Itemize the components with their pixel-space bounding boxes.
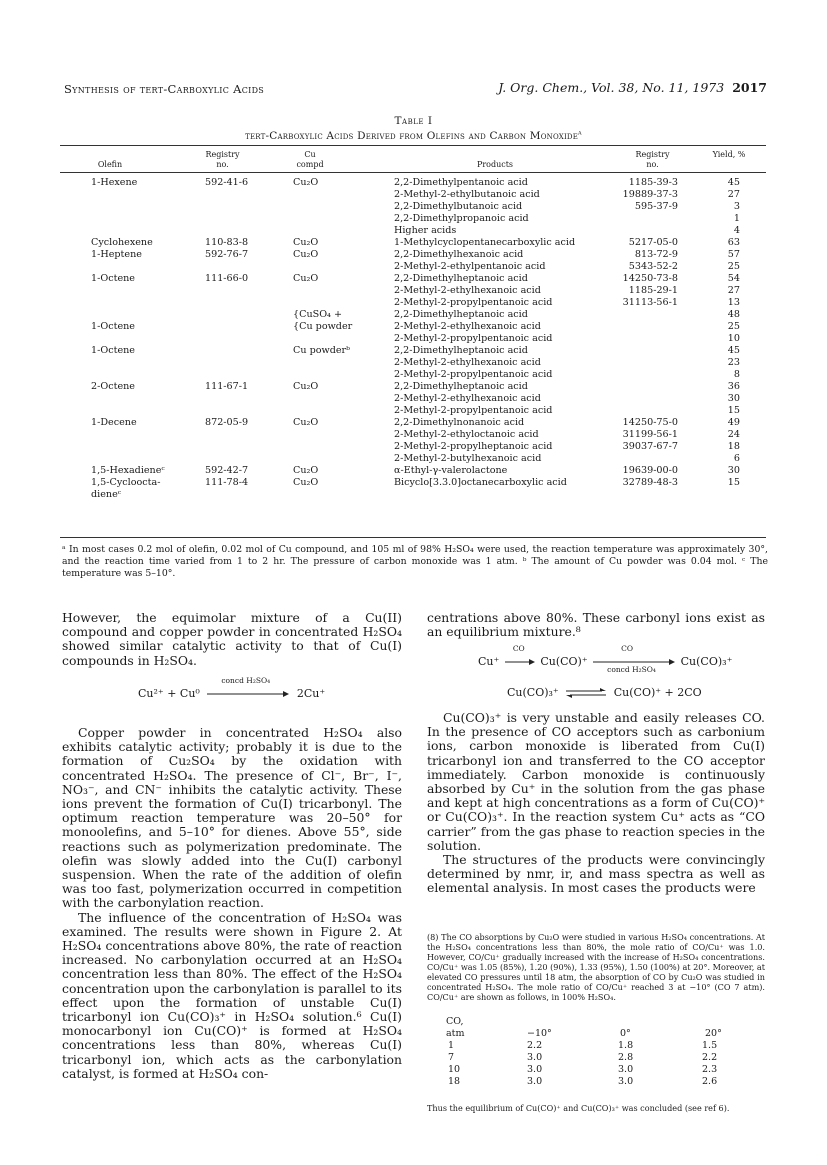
- eq2-monocarbonyl: Cu(CO)⁺: [540, 655, 588, 668]
- paragraph: The structures of the products were convincingly determined by nmr, ir, and mass spectra as well as elemental analysis. In most cases the products were: [427, 852, 765, 896]
- cell-product: 2-Methyl-2-propylpentanoic acid: [394, 369, 553, 380]
- page-number: 2017: [732, 80, 767, 95]
- note-table-ratio: 1.5: [702, 1040, 718, 1051]
- table-row: [0, 405, 827, 417]
- arrow-icon: [505, 658, 535, 666]
- cell-yield: 10: [727, 333, 740, 344]
- note-table-temp: 0°: [620, 1028, 631, 1039]
- running-title: Synthesis of tert-Carboxylic Acids: [64, 82, 265, 96]
- journal-citation: [498, 80, 767, 95]
- cell-product: 2-Methyl-2-propylheptanoic acid: [394, 441, 553, 452]
- paragraph: However, the equimolar mixture of a Cu(II) compound and copper powder in concentrated H₂SO₄ showed similar catalytic activity to that of Cu(I) compounds in H₂SO₄.: [62, 610, 402, 668]
- note-table-ratio: 3.0: [527, 1076, 543, 1087]
- table-top-rule: [60, 145, 766, 146]
- table-row: [0, 417, 827, 429]
- cell-registry-2: 1185-39-3: [628, 177, 678, 188]
- eq2-co-1: CO: [512, 644, 525, 653]
- table-header-rule: [60, 172, 766, 173]
- col-header-olefin: Olefin: [97, 160, 123, 169]
- note-table-pressure: 18: [448, 1076, 461, 1087]
- cell-product: 2-Methyl-2-ethylhexanoic acid: [394, 357, 541, 368]
- col-header-yield: Yield, %: [712, 150, 746, 159]
- cell-yield: 45: [727, 345, 740, 356]
- table-title-text: tert-Carboxylic Acids Derived from Olefins and Carbon Monoxide: [245, 130, 579, 142]
- table-row: [0, 369, 827, 381]
- table-row: [0, 381, 827, 393]
- cell-registry-2: 31113-56-1: [622, 297, 678, 308]
- eq1-right: 2Cu⁺: [296, 687, 326, 700]
- cell-yield: 30: [727, 465, 740, 476]
- cell-product: 2,2-Dimethylpentanoic acid: [394, 177, 528, 188]
- table-row: [0, 441, 827, 453]
- table-row: [0, 345, 827, 357]
- cell-cu-compd: {CuSO₄ +: [293, 309, 342, 320]
- table-row: [0, 177, 827, 189]
- table-row: [0, 273, 827, 285]
- cell-registry-2: 32789-48-3: [622, 477, 678, 488]
- eq1-arrow: [207, 676, 289, 700]
- cell-olefin: dieneᶜ: [91, 489, 122, 500]
- cell-yield: 63: [727, 237, 740, 248]
- cell-product: 2-Methyl-2-ethylbutanoic acid: [394, 189, 540, 200]
- equation-3: [507, 686, 702, 699]
- cell-registry: 592-76-7: [205, 249, 249, 260]
- note-table-ratio: 2.8: [618, 1052, 634, 1063]
- note-table-ratio: 2.6: [702, 1076, 718, 1087]
- cell-yield: 6: [733, 453, 740, 464]
- cell-product: 2-Methyl-2-ethyloctanoic acid: [394, 429, 539, 440]
- table-row: [0, 465, 827, 477]
- cell-yield: 13: [727, 297, 740, 308]
- cell-registry-2: 813-72-9: [634, 249, 678, 260]
- cell-registry: 111-66-0: [205, 273, 249, 284]
- equation-2: [478, 644, 733, 674]
- table-row: [0, 189, 827, 201]
- cell-product: α-Ethyl-γ-valerolactone: [394, 465, 508, 476]
- table-row: [0, 213, 827, 225]
- note-table-ratio: 2.2: [702, 1052, 718, 1063]
- cell-cu-compd: Cu₂O: [293, 177, 319, 188]
- cell-product: 2,2-Dimethylheptanoic acid: [394, 381, 528, 392]
- cell-product: 2,2-Dimethylheptanoic acid: [394, 345, 528, 356]
- cell-product: 2,2-Dimethylbutanoic acid: [394, 201, 523, 212]
- table-row: [0, 429, 827, 441]
- cell-olefin: 1,5-Cycloocta-: [91, 477, 161, 488]
- cell-registry-2: 1185-29-1: [628, 285, 678, 296]
- cell-registry-2: 5217-05-0: [628, 237, 678, 248]
- cell-olefin: 1,5-Hexadieneᶜ: [91, 465, 165, 476]
- cell-olefin: 1-Hexene: [91, 177, 138, 188]
- cell-registry: 592-42-7: [205, 465, 249, 476]
- table-row: [0, 333, 827, 345]
- eq2-tricarbonyl: Cu(CO)₃⁺: [680, 655, 733, 668]
- cell-yield: 49: [727, 417, 740, 428]
- eq1-condition: concd H₂SO₄: [221, 676, 271, 685]
- cell-yield: 57: [727, 249, 740, 260]
- cell-olefin: Cyclohexene: [91, 237, 153, 248]
- cell-product: 2-Methyl-2-propylpentanoic acid: [394, 333, 553, 344]
- cell-registry-2: 19639-00-0: [622, 465, 678, 476]
- eq3-left: Cu(CO)₃⁺: [507, 686, 559, 699]
- cell-yield: 18: [727, 441, 740, 452]
- cell-olefin: 2-Octene: [91, 381, 135, 392]
- cell-product: 2-Methyl-2-butylhexanoic acid: [394, 453, 542, 464]
- note-table-pressure: 7: [448, 1052, 455, 1063]
- table-row: [0, 357, 827, 369]
- table-row: [0, 321, 827, 333]
- paragraph: Cu(CO)₃⁺ is very unstable and easily releases CO. In the presence of CO acceptors such as carbonium ions, carbon monoxide is liberated from Cu(I) tricarbonyl ion and transferred to the CO acceptor immediately. Carbon monoxide is continuously absorbed by Cu⁺ in the solution from the gas phase and kept at high concentrations as a form of Cu(CO)⁺ or Cu(CO)₃⁺. In the reaction system Cu⁺ acts as “CO carrier” from the gas phase to reaction species in the solution.: [427, 710, 765, 853]
- note-table-ratio: 2.3: [702, 1064, 718, 1075]
- equilibrium-arrow-icon: [566, 688, 606, 698]
- table-row: [0, 237, 827, 249]
- cell-yield: 1: [733, 213, 740, 224]
- cell-registry-2: 5343-52-2: [628, 261, 678, 272]
- cell-yield: 24: [727, 429, 740, 440]
- cell-olefin: 1-Heptene: [91, 249, 142, 260]
- cell-olefin: 1-Octene: [91, 345, 135, 356]
- table-row: [0, 249, 827, 261]
- cell-registry-2: 31199-56-1: [622, 429, 678, 440]
- cell-cu-compd: Cu₂O: [293, 477, 319, 488]
- table-row: [0, 201, 827, 213]
- cell-registry-2: 39037-67-7: [622, 441, 678, 452]
- note-table-pressure: 1: [448, 1040, 455, 1051]
- cell-yield: 36: [727, 381, 740, 392]
- eq2-arrow-1: [505, 644, 535, 668]
- cell-product: 2-Methyl-2-ethylhexanoic acid: [394, 321, 541, 332]
- table-title: [0, 127, 827, 142]
- cell-cu-compd: Cu₂O: [293, 273, 319, 284]
- table-bottom-rule: [60, 537, 766, 538]
- left-column-bottom: [62, 726, 402, 1081]
- cell-product: 2-Methyl-2-ethylhexanoic acid: [394, 285, 541, 296]
- right-column-bottom: [427, 711, 765, 896]
- note-table-temp: 20°: [705, 1028, 722, 1039]
- cell-yield: 27: [727, 285, 740, 296]
- cell-product: Bicyclo[3.3.0]octanecarboxylic acid: [394, 477, 567, 488]
- cell-yield: 4: [733, 225, 740, 236]
- note-table-pressure: 10: [448, 1064, 461, 1075]
- footnote-8: (8) The CO absorptions by Cu₂O were studied in various H₂SO₄ concentrations. At the H₂SO₄ concentrations less than 80%, the mole ratio of CO/Cu⁺ was 1.0. However, CO/Cu⁺ gradually increased with the increase of H₂SO₄ concentrations. CO/Cu⁺ was 1.05 (85%), 1.20 (90%), 1.33 (95%), 1.50 (100%) at 20°. Moreover, at elevated CO pressures until 18 atm, the absorption of CO by Cu₂O was studied in concentrated H₂SO₄. The mole ratio of CO/Cu⁺ reached 3 at −10° (CO 7 atm). CO/Cu⁺ are shown as follows, in 100% H₂SO₄.: [427, 932, 765, 1002]
- cell-yield: 23: [727, 357, 740, 368]
- cell-registry: 111-67-1: [205, 381, 249, 392]
- cell-olefin: 1-Octene: [91, 321, 135, 332]
- note-table-head-b: atm: [446, 1028, 465, 1039]
- table-row: [0, 393, 827, 405]
- eq2-cu-ion: Cu⁺: [478, 655, 500, 668]
- cell-product: 2-Methyl-2-propylpentanoic acid: [394, 297, 553, 308]
- cell-product: 2-Methyl-2-ethylhexanoic acid: [394, 393, 541, 404]
- col-header-products: Products: [476, 160, 514, 169]
- col-header-cu-compd: Cu compd: [296, 150, 324, 169]
- cell-product: 2,2-Dimethylheptanoic acid: [394, 273, 528, 284]
- cell-registry-2: 595-37-9: [634, 201, 678, 212]
- note-table-head-a: CO,: [446, 1016, 464, 1027]
- cell-product: 2,2-Dimethylheptanoic acid: [394, 309, 528, 320]
- cell-olefin: 1-Octene: [91, 273, 135, 284]
- footnote-8-end: Thus the equilibrium of Cu(CO)⁺ and Cu(CO)₃⁺ was concluded (see ref 6).: [427, 1103, 730, 1113]
- cell-cu-compd: Cu₂O: [293, 381, 319, 392]
- table-row: [0, 285, 827, 297]
- note-table-ratio: 3.0: [618, 1064, 634, 1075]
- table-footnote: ᵃ In most cases 0.2 mol of olefin, 0.02 mol of Cu compound, and 105 ml of 98% H₂SO₄ were used, the reaction temperature was approximately 30°, and the reaction time varied from 1 to 2 hr. The pressure of carbon monoxide was 1 atm. ᵇ The amount of Cu powder was 0.04 mol. ᶜ The temperature was 5–10°.: [62, 544, 768, 579]
- cell-yield: 48: [727, 309, 740, 320]
- table-row: [0, 453, 827, 465]
- cell-product: 2-Methyl-2-propylpentanoic acid: [394, 405, 553, 416]
- note-table-ratio: 3.0: [527, 1064, 543, 1075]
- table-row: [0, 225, 827, 237]
- paragraph: The influence of the concentration of H₂SO₄ was examined. The results were shown in Figure 2. At H₂SO₄ concentrations above 80%, the rate of reaction increased. No carbonylation occurred at an H₂SO₄ concentration less than 80%. The effect of the H₂SO₄ concentration upon the carbonylation is parallel to its effect upon the formation of unstable Cu(I) tricarbonyl ion Cu(CO)₃⁺ in H₂SO₄ solution.⁶ Cu(I) monocarbonyl ion Cu(CO)⁺ is formed at H₂SO₄ concentrations less than 80%, whereas Cu(I) tricarbonyl ion, which acts as the carbonylation catalyst, is formed at H₂SO₄ con-: [62, 909, 402, 1081]
- note-table-ratio: 1.8: [618, 1040, 634, 1051]
- table-row: [0, 309, 827, 321]
- table-row: [0, 477, 827, 489]
- paragraph: Copper powder in concentrated H₂SO₄ also exhibits catalytic activity; probably it is due to the formation of Cu₂SO₄ by the oxidation with concentrated H₂SO₄. The presence of Cl⁻, Br⁻, I⁻, NO₃⁻, and CN⁻ inhibits the catalytic activity. These ions prevent the formation of Cu(I) tricarbonyl. The optimum reaction temperature was 20–50° for monoolefins, and 5–10° for dienes. Above 55°, side reactions such as polymerization predominate. The olefin was slowly added into the Cu(I) carbonyl suspension. When the rate of the addition of olefin was too fast, polymerization occurred in competition with the carbonylation reaction.: [62, 725, 402, 911]
- cell-registry: 872-05-9: [205, 417, 249, 428]
- cell-yield: 30: [727, 393, 740, 404]
- eq3-right: Cu(CO)⁺ + 2CO: [613, 686, 702, 699]
- cell-product: 1-Methylcyclopentanecarboxylic acid: [394, 237, 576, 248]
- eq2-arrow-2: [593, 644, 675, 674]
- cell-cu-compd: {Cu powder: [293, 321, 353, 332]
- cell-yield: 15: [727, 405, 740, 416]
- cell-yield: 15: [727, 477, 740, 488]
- cell-cu-compd: Cu₂O: [293, 237, 319, 248]
- cell-registry: 111-78-4: [205, 477, 249, 488]
- right-column-top: [427, 611, 765, 639]
- equation-1: [138, 676, 326, 700]
- cell-cu-compd: Cu powderᵇ: [293, 345, 350, 356]
- cell-cu-compd: Cu₂O: [293, 417, 319, 428]
- cell-yield: 8: [733, 369, 740, 380]
- cell-registry-2: 14250-73-8: [622, 273, 678, 284]
- paragraph: centrations above 80%. These carbonyl ions exist as an equilibrium mixture.⁸: [427, 610, 765, 640]
- note-table-ratio: 3.0: [527, 1052, 543, 1063]
- cell-registry-2: 19889-37-3: [622, 189, 678, 200]
- cell-registry-2: 14250-75-0: [622, 417, 678, 428]
- table-row: [0, 261, 827, 273]
- left-column-top: [62, 611, 402, 668]
- cell-product: 2,2-Dimethylnonanoic acid: [394, 417, 525, 428]
- table-label: Table I: [394, 115, 433, 127]
- note-table-ratio: 2.2: [527, 1040, 543, 1051]
- cell-registry: 110-83-8: [205, 237, 249, 248]
- cell-cu-compd: Cu₂O: [293, 249, 319, 260]
- table-title-footnote-mark: a: [578, 127, 582, 137]
- cell-cu-compd: Cu₂O: [293, 465, 319, 476]
- table-row: [0, 489, 827, 501]
- cell-yield: 3: [733, 201, 740, 212]
- eq2-co-2: CO: [621, 644, 634, 653]
- cell-yield: 54: [727, 273, 740, 284]
- cell-yield: 45: [727, 177, 740, 188]
- table-row: [0, 297, 827, 309]
- journal-name: J. Org. Chem., Vol. 38, No. 11, 1973: [498, 80, 725, 95]
- cell-product: 2-Methyl-2-ethylpentanoic acid: [394, 261, 546, 272]
- cell-product: 2,2-Dimethylpropanoic acid: [394, 213, 529, 224]
- col-header-registry: Registry no.: [205, 150, 240, 169]
- cell-yield: 25: [727, 321, 740, 332]
- cell-olefin: 1-Decene: [91, 417, 137, 428]
- eq2-condition: concd H₂SO₄: [607, 665, 656, 674]
- cell-product: 2,2-Dimethylhexanoic acid: [394, 249, 524, 260]
- eq1-left: Cu²⁺ + Cu⁰: [138, 687, 200, 700]
- cell-product: Higher acids: [394, 225, 457, 236]
- col-header-registry-2: Registry no.: [635, 150, 670, 169]
- note-table-ratio: 3.0: [618, 1076, 634, 1087]
- note-table-temp: −10°: [527, 1028, 552, 1039]
- cell-registry: 592-41-6: [205, 177, 249, 188]
- arrow-icon: [207, 690, 289, 698]
- cell-yield: 27: [727, 189, 740, 200]
- cell-yield: 25: [727, 261, 740, 272]
